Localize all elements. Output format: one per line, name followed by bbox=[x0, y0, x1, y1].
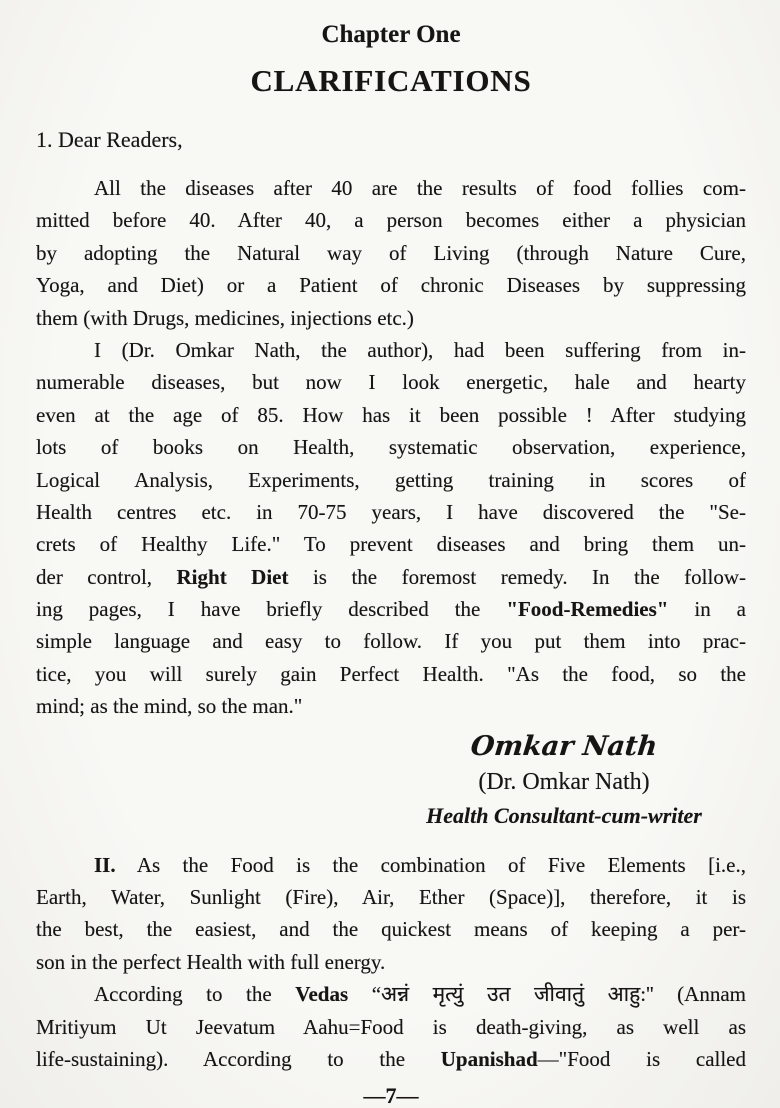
text-line: Earth, Water, Sunlight (Fire), Air, Ether (Space)], therefore, it is bbox=[36, 885, 746, 910]
paragraph bbox=[36, 849, 746, 979]
text-line: mind; as the mind, so the man." bbox=[36, 694, 303, 719]
text-line: II. As the Food is the combination of Five Elements [i.e., bbox=[94, 852, 746, 877]
text-line: Mritiyum Ut Jeevatum Aahu=Food is death-giving, as well as bbox=[36, 1014, 746, 1039]
text-line: life-sustaining). According to the Upanishad—"Food is called bbox=[36, 1046, 746, 1071]
page-number: —7— bbox=[363, 1083, 419, 1108]
paragraph bbox=[36, 172, 746, 334]
chapter-label: Chapter One bbox=[321, 21, 461, 48]
text-line: der control, Right Diet is the foremost remedy. In the follow- bbox=[36, 564, 746, 589]
text-line: ing pages, I have briefly described the "Food-Remedies" in a bbox=[36, 597, 746, 622]
signature-name-script: Omkar Nath bbox=[469, 730, 659, 762]
paragraph bbox=[36, 978, 746, 1075]
paragraphs-top bbox=[36, 172, 746, 723]
text-line: Logical Analysis, Experiments, getting training in scores of bbox=[36, 467, 746, 492]
text-line: tice, you will surely gain Perfect Health. "As the food, so the bbox=[36, 661, 746, 686]
text-line: According to the Vedas “अन्नं मृत्युं उत जीवातुं आहु:'' (Annam bbox=[94, 982, 746, 1007]
text-line: crets of Healthy Life." To prevent diseases and bring them un- bbox=[36, 532, 746, 557]
text-line: them (with Drugs, medicines, injections etc.) bbox=[36, 305, 414, 330]
paragraphs-bottom bbox=[36, 849, 746, 1076]
text-line: mitted before 40. After 40, a person becomes either a physician bbox=[36, 208, 746, 233]
text-line: All the diseases after 40 are the results of food follies com- bbox=[94, 176, 746, 200]
signature-role: Health Consultant-cum-writer bbox=[426, 802, 702, 828]
text-line: the best, the easiest, and the quickest means of keeping a per- bbox=[36, 917, 746, 942]
text-line: Health centres etc. in 70-75 years, I have discovered the "Se- bbox=[36, 499, 746, 524]
signature-block bbox=[378, 729, 750, 832]
page-title: CLARIFICATIONS bbox=[250, 63, 532, 98]
text-line: numerable diseases, but now I look energetic, hale and hearty bbox=[36, 370, 746, 395]
text-line: lots of books on Health, systematic observation, experience, bbox=[36, 435, 746, 460]
text-line: son in the perfect Health with full energy. bbox=[36, 949, 386, 974]
text-line: Yoga, and Diet) or a Patient of chronic Diseases by suppressing bbox=[36, 273, 746, 298]
text-line: by adopting the Natural way of Living (through Nature Cure, bbox=[36, 240, 746, 265]
text-line: I (Dr. Omkar Nath, the author), had been suffering from in- bbox=[94, 337, 746, 362]
text-line: simple language and easy to follow. If you put them into prac- bbox=[36, 629, 746, 654]
text-line: even at the age of 85. How has it been possible ! After studying bbox=[36, 402, 746, 427]
paragraph bbox=[36, 334, 746, 723]
signature-name-printed: (Dr. Omkar Nath) bbox=[478, 768, 650, 795]
salutation: 1. Dear Readers, bbox=[36, 127, 183, 152]
